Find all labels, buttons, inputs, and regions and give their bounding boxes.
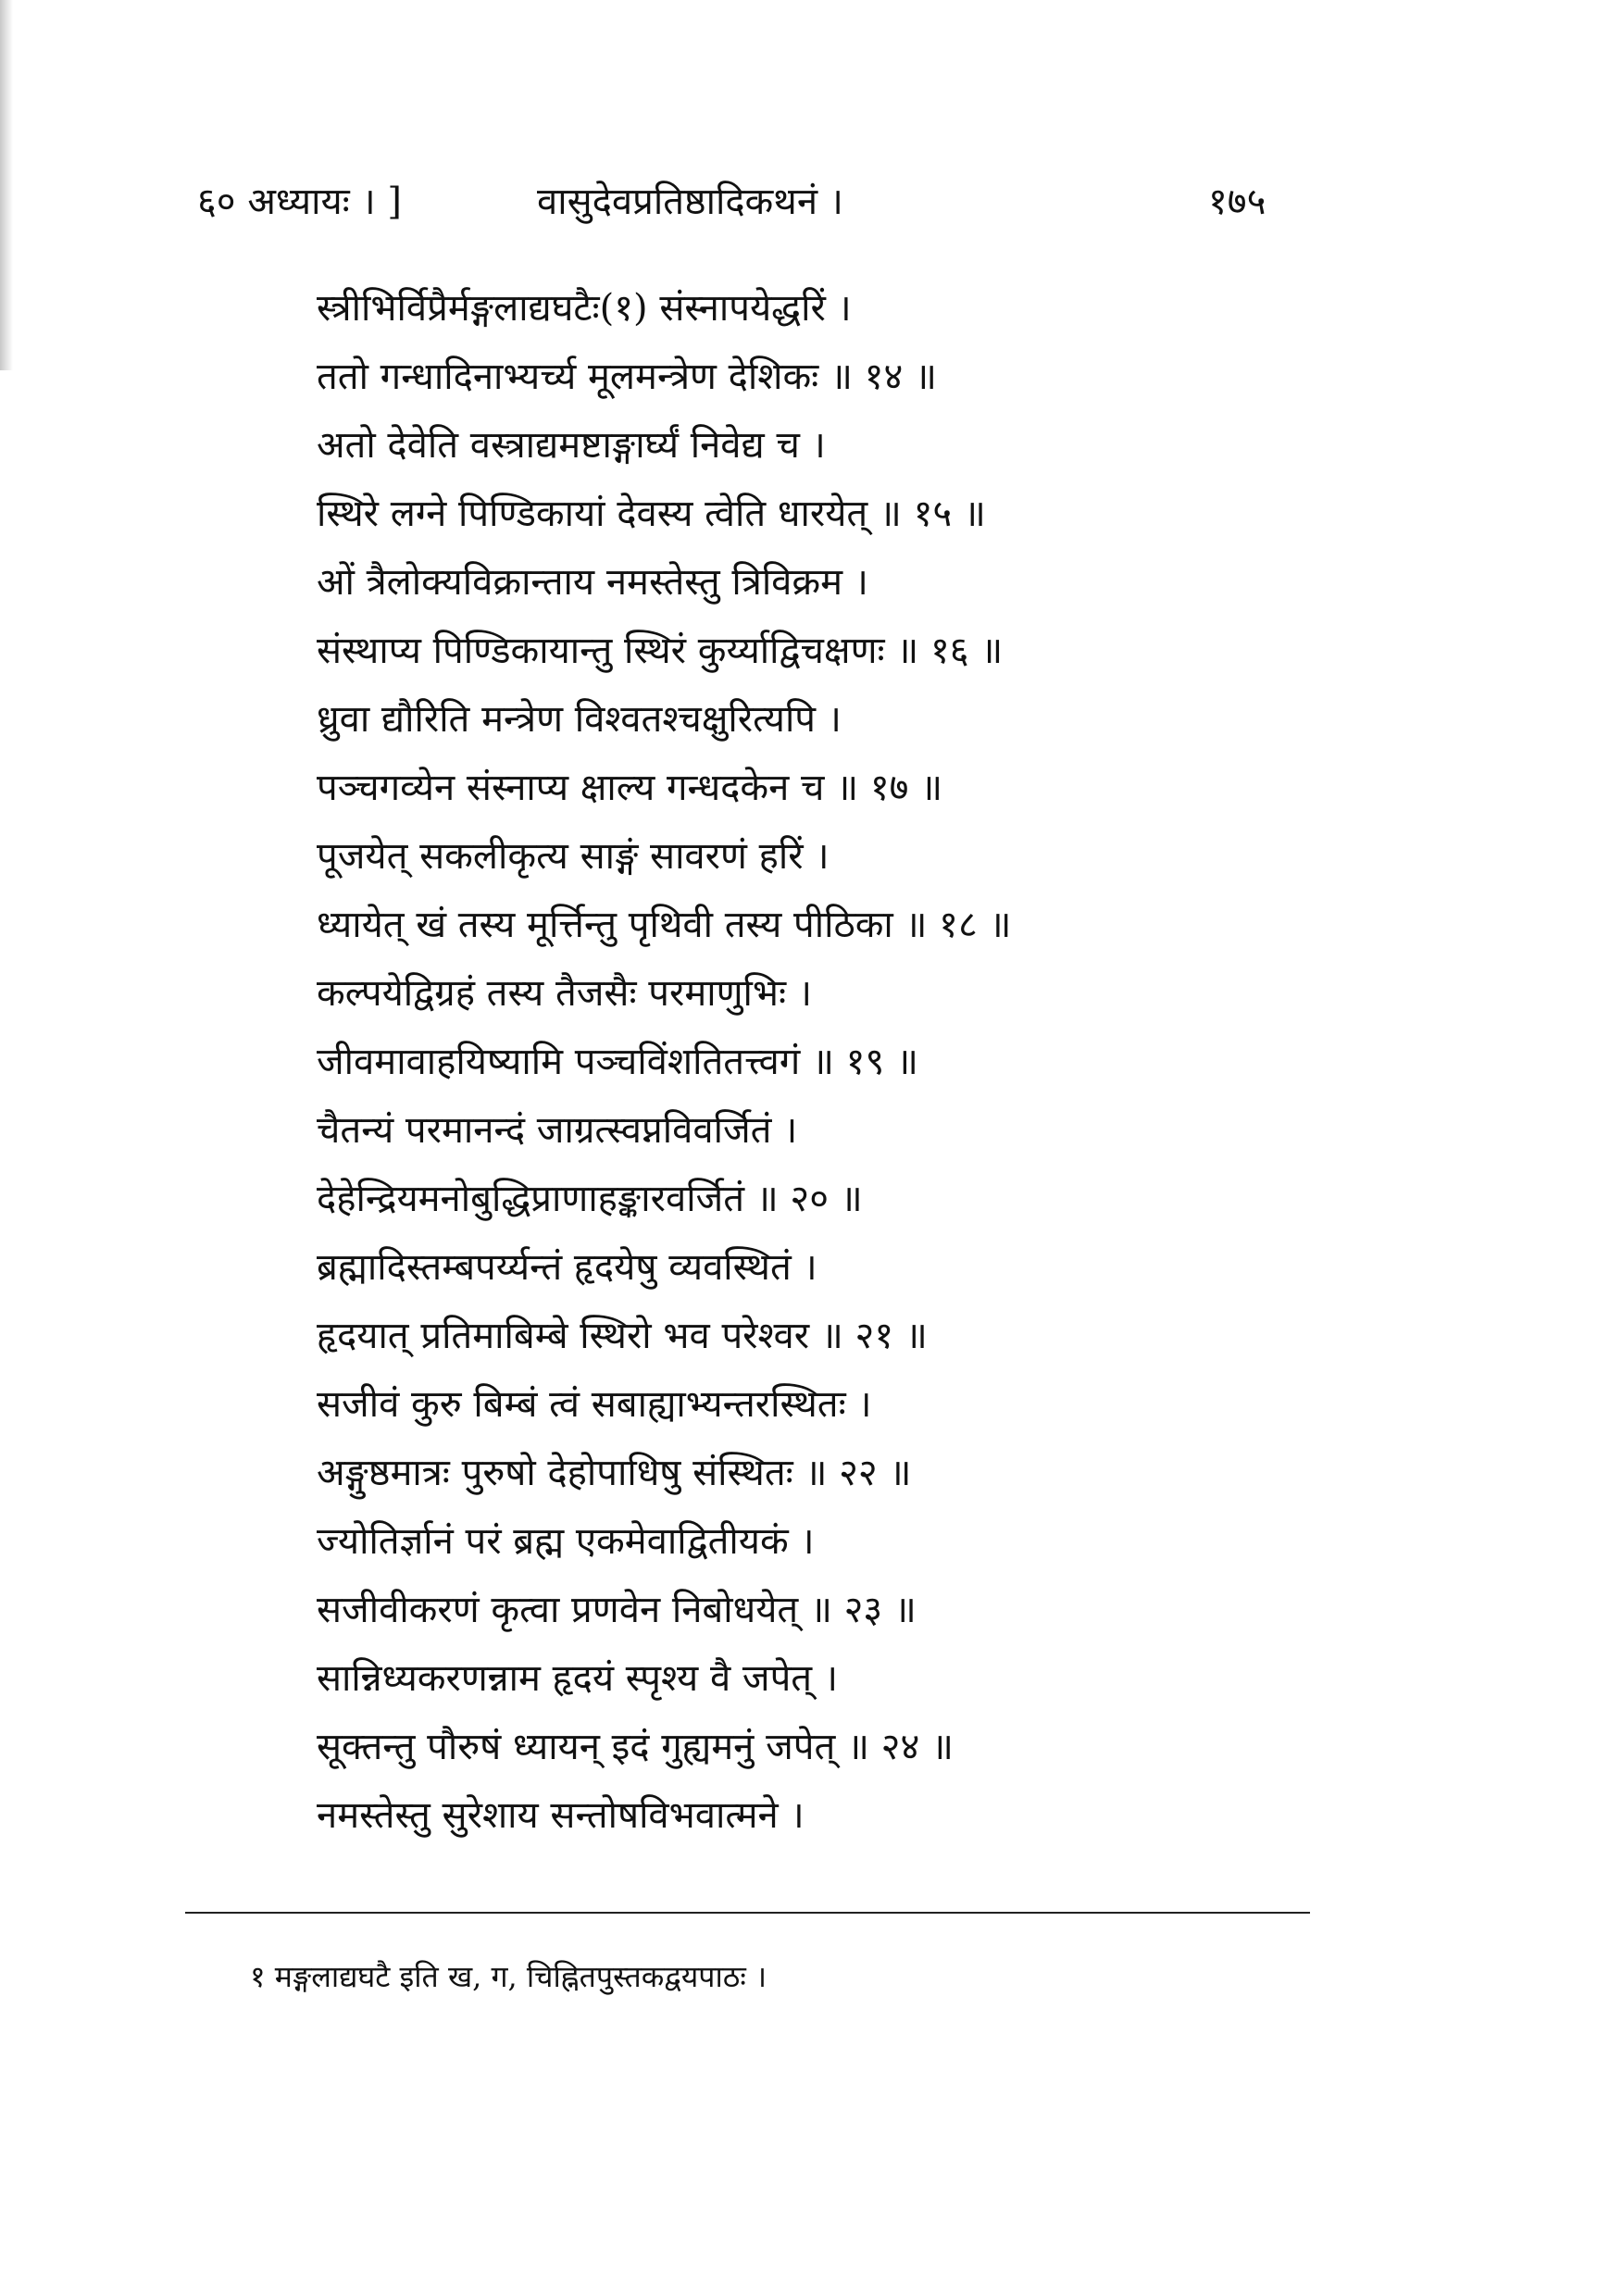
- verse-line: स्त्रीभिर्विप्रैर्मङ्गलाद्यघटैः(१) संस्नापयेद्धरिं ।: [317, 287, 852, 330]
- verse-line: सजीवीकरणं कृत्वा प्रणवेन निबोधयेत् ॥ २३ ॥: [317, 1589, 917, 1631]
- verse-line: ध्यायेत् खं तस्य मूर्त्तिन्तु पृथिवी तस्य पीठिका ॥ १८ ॥: [317, 904, 1012, 946]
- verse-line: जीवमावाहयिष्यामि पञ्चविंशतितत्त्वगं ॥ १९ ॥: [317, 1041, 918, 1083]
- verse-line: अतो देवेति वस्त्राद्यमष्टाङ्गार्घ्यं निवेद्य च ।: [317, 424, 826, 467]
- verse-line: पञ्चगव्येन संस्नाप्य क्षाल्य गन्धदकेन च ॥ १७ ॥: [317, 767, 943, 809]
- verse-line: ततो गन्धादिनाभ्यर्च्य मूलमन्त्रेण देशिकः ॥ १४ ॥: [317, 356, 937, 398]
- verse-line: सजीवं कुरु बिम्बं त्वं सबाह्याभ्यन्तरस्थितः ।: [317, 1383, 872, 1426]
- verse-line: पूजयेत् सकलीकृत्य साङ्गं सावरणं हरिं ।: [317, 835, 830, 878]
- verse-line: कल्पयेद्विग्रहं तस्य तैजसैः परमाणुभिः ।: [317, 972, 812, 1015]
- footnote-divider: [185, 1912, 1310, 1914]
- verse-line: सूक्तन्तु पौरुषं ध्यायन् इदं गुह्यमनुं जपेत् ॥ २४ ॥: [317, 1726, 954, 1768]
- verse-line: ध्रुवा द्यौरिति मन्त्रेण विश्वतश्चक्षुरित्यपि ।: [317, 698, 842, 741]
- verse-line: देहेन्द्रियमनोबुद्धिप्राणाहङ्कारवर्जितं ॥ २० ॥: [317, 1178, 863, 1220]
- page-number: १७५: [1208, 181, 1266, 223]
- verse-line: स्थिरे लग्ने पिण्डिकायां देवस्य त्वेति धारयेत् ॥ १५ ॥: [317, 493, 986, 535]
- verse-line: सान्निध्यकरणन्नाम हृदयं स्पृश्य वै जपेत् ।: [317, 1657, 838, 1700]
- footnote: १ मङ्गलाद्यघटै इति ख, ग, चिह्नितपुस्तकद्वयपाठः ।: [250, 1959, 767, 1994]
- chapter-label: ६० अध्यायः । ]: [197, 181, 402, 223]
- verse-line: संस्थाप्य पिण्डिकायान्तु स्थिरं कुर्य्याद्विचक्षणः ॥ १६ ॥: [317, 630, 1004, 672]
- verse-line: ब्रह्मादिस्तम्बपर्य्यन्तं हृदयेषु व्यवस्थितं ।: [317, 1246, 817, 1289]
- verse-line: चैतन्यं परमानन्दं जाग्रत्स्वप्नविवर्जितं ।: [317, 1109, 798, 1152]
- verse-line: नमस्तेस्तु सुरेशाय सन्तोषविभवात्मने ।: [317, 1794, 805, 1837]
- page-title: वासुदेवप्रतिष्ठादिकथनं ।: [537, 181, 843, 223]
- verse-line: अङ्गुष्ठमात्रः पुरुषो देहोपाधिषु संस्थितः ॥ २२ ॥: [317, 1452, 912, 1494]
- verse-line: ओं त्रैलोक्यविक्रान्ताय नमस्तेस्तु त्रिविक्रम ।: [317, 561, 868, 604]
- running-header: [0, 174, 1622, 239]
- verse-line: ज्योतिर्ज्ञानं परं ब्रह्म एकमेवाद्वितीयकं ।: [317, 1520, 815, 1563]
- verse-line: हृदयात् प्रतिमाबिम्बे स्थिरो भव परेश्वर ॥ २१ ॥: [317, 1315, 928, 1357]
- verse-block: [317, 274, 1363, 1850]
